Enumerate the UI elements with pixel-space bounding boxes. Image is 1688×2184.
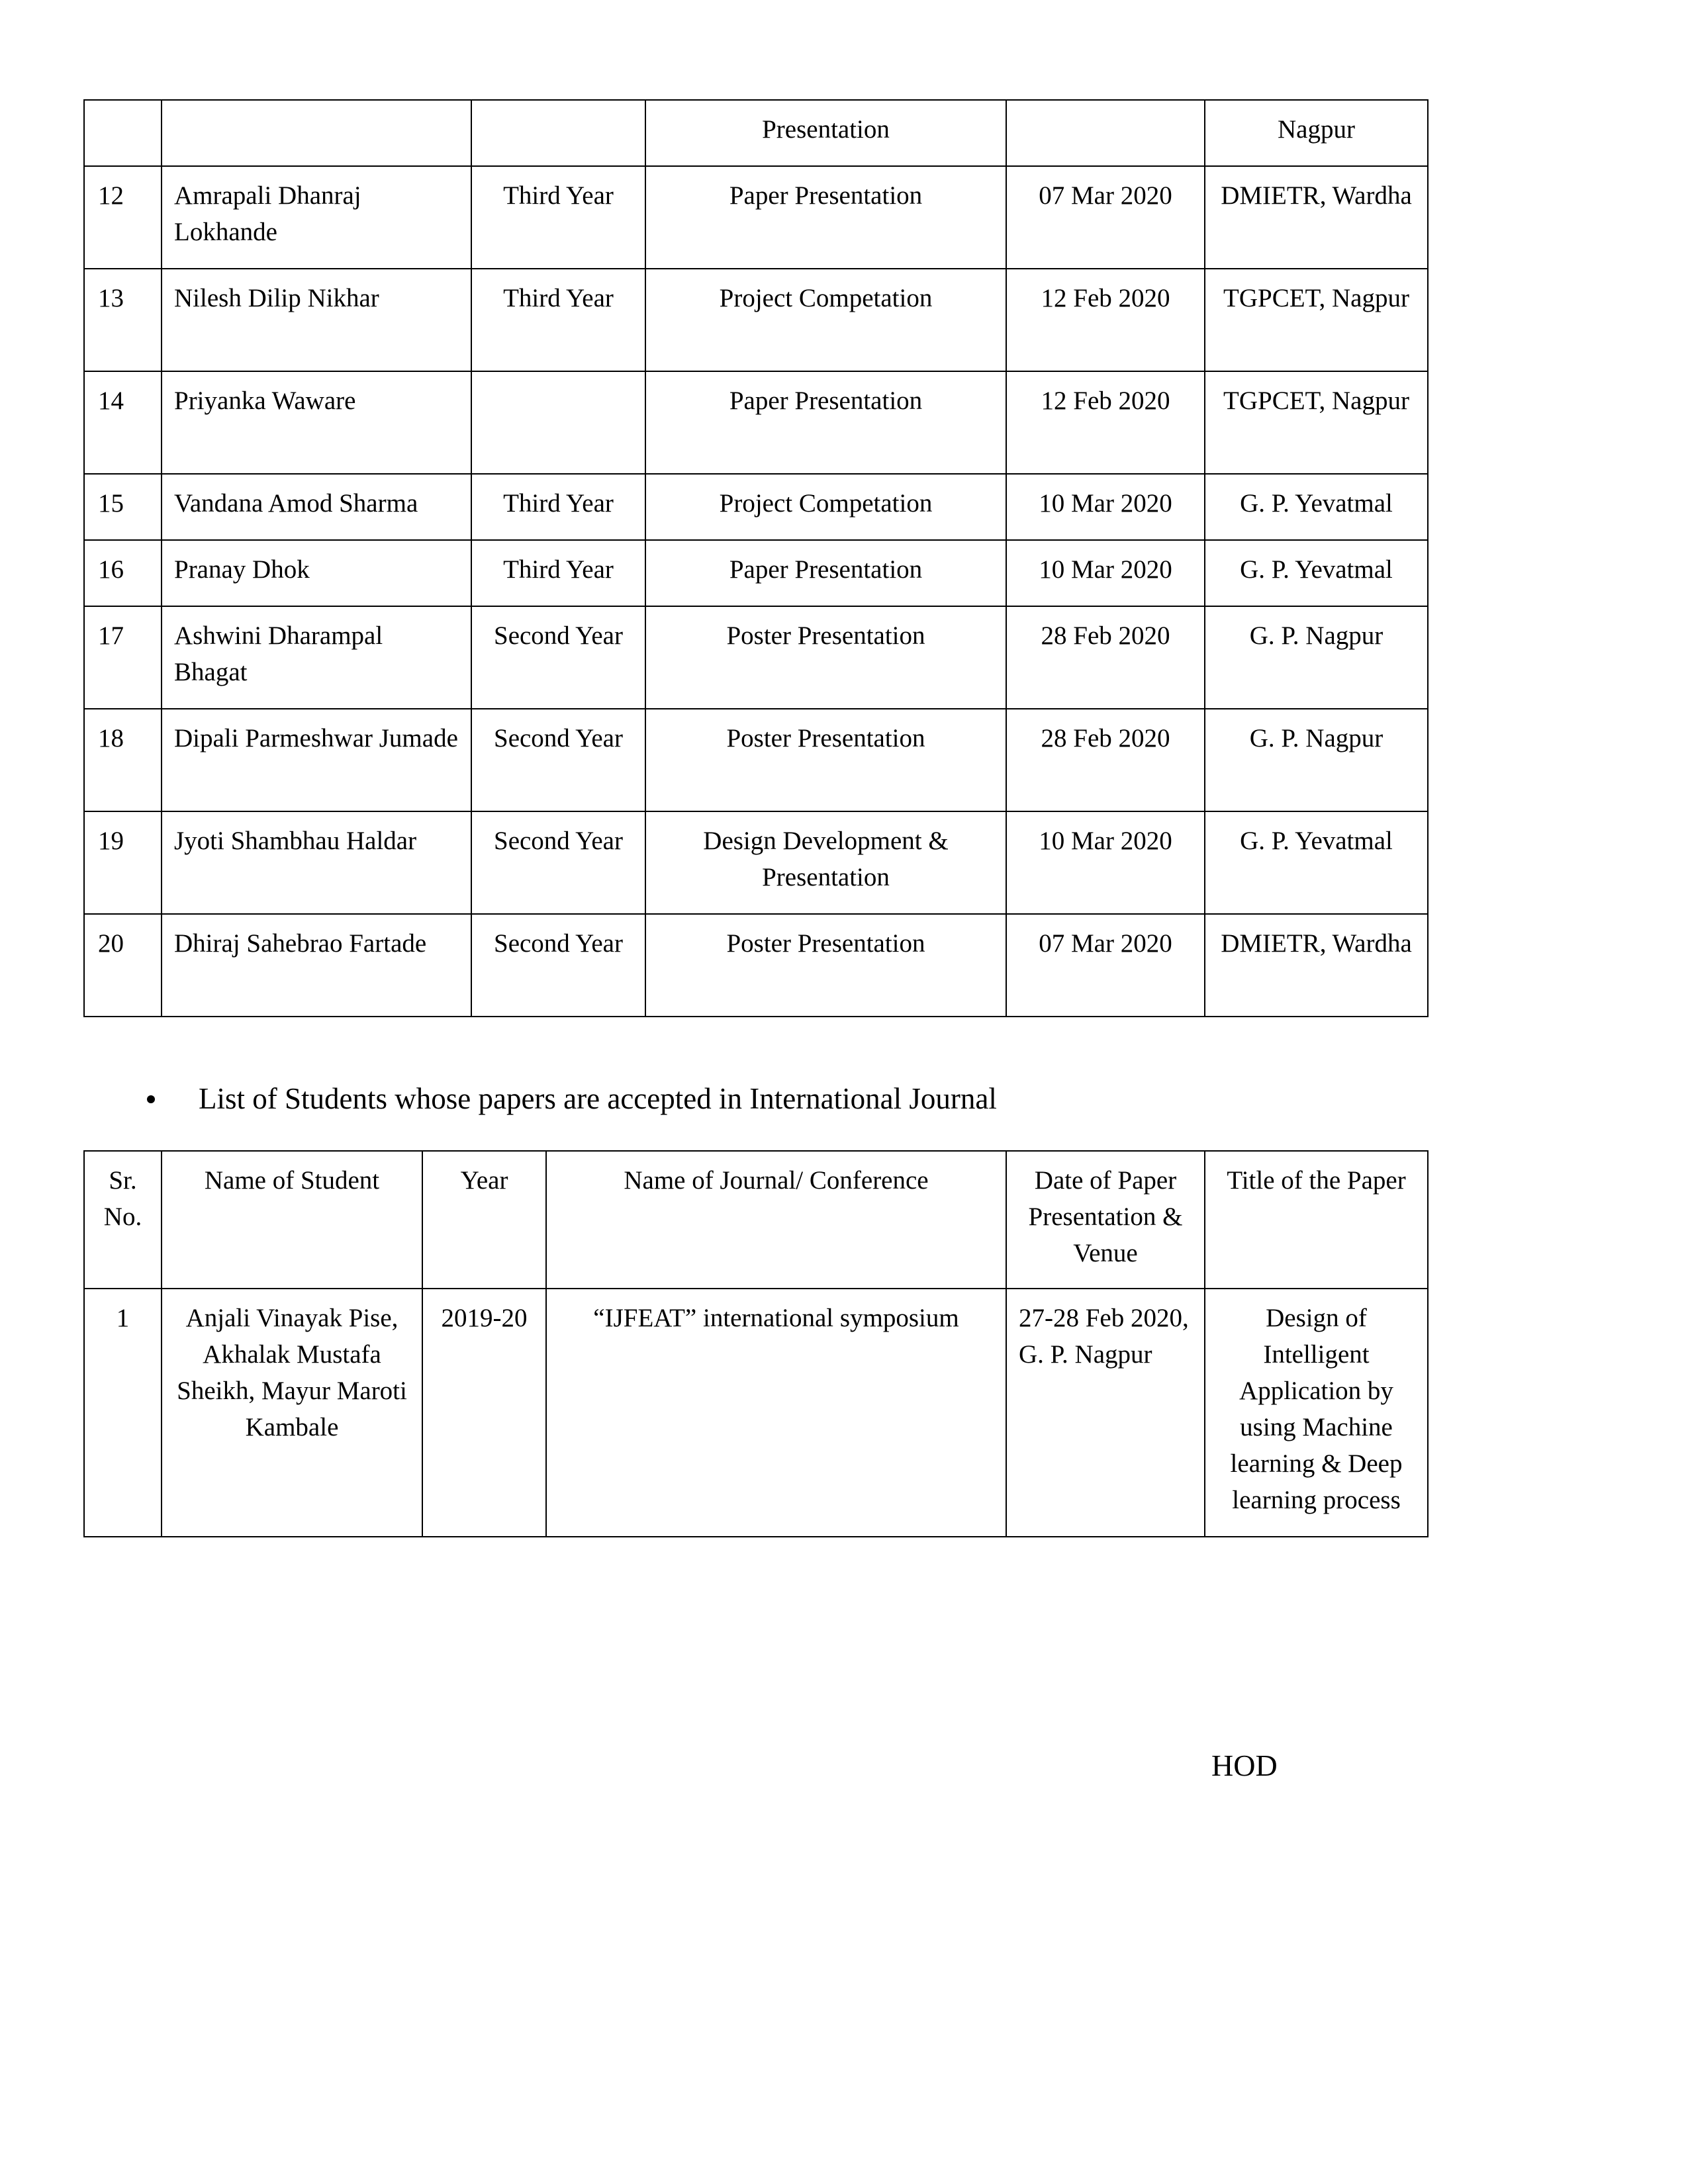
- sr-cell: 14: [84, 371, 162, 474]
- journal-cell: “IJFEAT” international symposium: [546, 1289, 1006, 1537]
- student-name-cell: Pranay Dhok: [162, 540, 471, 606]
- table-row: [84, 811, 1428, 914]
- date-cell: 12 Feb 2020: [1006, 371, 1205, 474]
- student-name-cell: Dhiraj Sahebrao Fartade: [162, 914, 471, 1017]
- table-header-row: [84, 1151, 1428, 1289]
- date-cell: 12 Feb 2020: [1006, 269, 1205, 371]
- venue-cell: TGPCET, Nagpur: [1205, 371, 1428, 474]
- header-year: Year: [422, 1151, 546, 1289]
- sr-cell: 17: [84, 606, 162, 709]
- venue-cell: DMIETR, Wardha: [1205, 914, 1428, 1017]
- event-cell: Project Competation: [645, 474, 1006, 540]
- sr-cell: 13: [84, 269, 162, 371]
- date-venue-cell: 27-28 Feb 2020, G. P. Nagpur: [1006, 1289, 1205, 1537]
- student-name-cell: [162, 100, 471, 166]
- date-cell: 10 Mar 2020: [1006, 811, 1205, 914]
- paper-title-cell: Design of Intelligent Application by using Machine learning & Deep learning process: [1205, 1289, 1428, 1537]
- date-cell: 10 Mar 2020: [1006, 474, 1205, 540]
- sr-cell: 12: [84, 166, 162, 269]
- venue-cell: G. P. Yevatmal: [1205, 811, 1428, 914]
- table-row: [84, 1289, 1428, 1537]
- table-row: [84, 100, 1428, 166]
- date-cell: 10 Mar 2020: [1006, 540, 1205, 606]
- sr-cell: 1: [84, 1289, 162, 1537]
- sr-cell: 18: [84, 709, 162, 811]
- header-sr-no: Sr. No.: [84, 1151, 162, 1289]
- event-cell: Project Competation: [645, 269, 1006, 371]
- student-names-cell: Anjali Vinayak Pise, Akhalak Mustafa Sheikh, Mayur Maroti Kambale: [162, 1289, 422, 1537]
- venue-cell: G. P. Nagpur: [1205, 606, 1428, 709]
- journal-papers-table: [83, 1150, 1429, 1537]
- year-cell: 2019-20: [422, 1289, 546, 1537]
- venue-cell: Nagpur: [1205, 100, 1428, 166]
- student-name-cell: Ashwini Dharampal Bhagat: [162, 606, 471, 709]
- year-cell: Third Year: [471, 166, 645, 269]
- student-name-cell: Priyanka Waware: [162, 371, 471, 474]
- sr-cell: [84, 100, 162, 166]
- year-cell: [471, 100, 645, 166]
- student-name-cell: Vandana Amod Sharma: [162, 474, 471, 540]
- sr-cell: 15: [84, 474, 162, 540]
- event-cell: Paper Presentation: [645, 166, 1006, 269]
- year-cell: Third Year: [471, 269, 645, 371]
- table-row: [84, 540, 1428, 606]
- venue-cell: TGPCET, Nagpur: [1205, 269, 1428, 371]
- student-name-cell: Amrapali Dhanraj Lokhande: [162, 166, 471, 269]
- venue-cell: G. P. Yevatmal: [1205, 474, 1428, 540]
- table-row: [84, 914, 1428, 1017]
- header-journal: Name of Journal/ Conference: [546, 1151, 1006, 1289]
- year-cell: Second Year: [471, 811, 645, 914]
- year-cell: Second Year: [471, 914, 645, 1017]
- sr-cell: 16: [84, 540, 162, 606]
- table-row: [84, 166, 1428, 269]
- event-cell: Poster Presentation: [645, 606, 1006, 709]
- date-cell: 28 Feb 2020: [1006, 606, 1205, 709]
- venue-cell: G. P. Yevatmal: [1205, 540, 1428, 606]
- header-paper-title: Title of the Paper: [1205, 1151, 1428, 1289]
- year-cell: Third Year: [471, 474, 645, 540]
- event-cell: Design Development & Presentation: [645, 811, 1006, 914]
- student-activities-table: [83, 99, 1429, 1017]
- sr-cell: 20: [84, 914, 162, 1017]
- bullet-icon: [147, 1095, 155, 1103]
- journal-section-heading-text: List of Students whose papers are accepted in International Journal: [199, 1082, 997, 1115]
- table-row: [84, 269, 1428, 371]
- event-cell: Poster Presentation: [645, 709, 1006, 811]
- sr-cell: 19: [84, 811, 162, 914]
- venue-cell: G. P. Nagpur: [1205, 709, 1428, 811]
- year-cell: [471, 371, 645, 474]
- event-cell: Presentation: [645, 100, 1006, 166]
- table-row: [84, 606, 1428, 709]
- header-date-venue: Date of Paper Presentation & Venue: [1006, 1151, 1205, 1289]
- date-cell: 07 Mar 2020: [1006, 914, 1205, 1017]
- student-name-cell: Dipali Parmeshwar Jumade: [162, 709, 471, 811]
- event-cell: Poster Presentation: [645, 914, 1006, 1017]
- date-cell: [1006, 100, 1205, 166]
- table-row: [84, 709, 1428, 811]
- venue-cell: DMIETR, Wardha: [1205, 166, 1428, 269]
- event-cell: Paper Presentation: [645, 540, 1006, 606]
- table-row: [84, 371, 1428, 474]
- hod-signature-label: HOD: [1211, 1749, 1278, 1782]
- student-name-cell: Jyoti Shambhau Haldar: [162, 811, 471, 914]
- student-name-cell: Nilesh Dilip Nikhar: [162, 269, 471, 371]
- year-cell: Second Year: [471, 606, 645, 709]
- table-row: [84, 474, 1428, 540]
- event-cell: Paper Presentation: [645, 371, 1006, 474]
- year-cell: Third Year: [471, 540, 645, 606]
- header-name-of-student: Name of Student: [162, 1151, 422, 1289]
- date-cell: 28 Feb 2020: [1006, 709, 1205, 811]
- year-cell: Second Year: [471, 709, 645, 811]
- date-cell: 07 Mar 2020: [1006, 166, 1205, 269]
